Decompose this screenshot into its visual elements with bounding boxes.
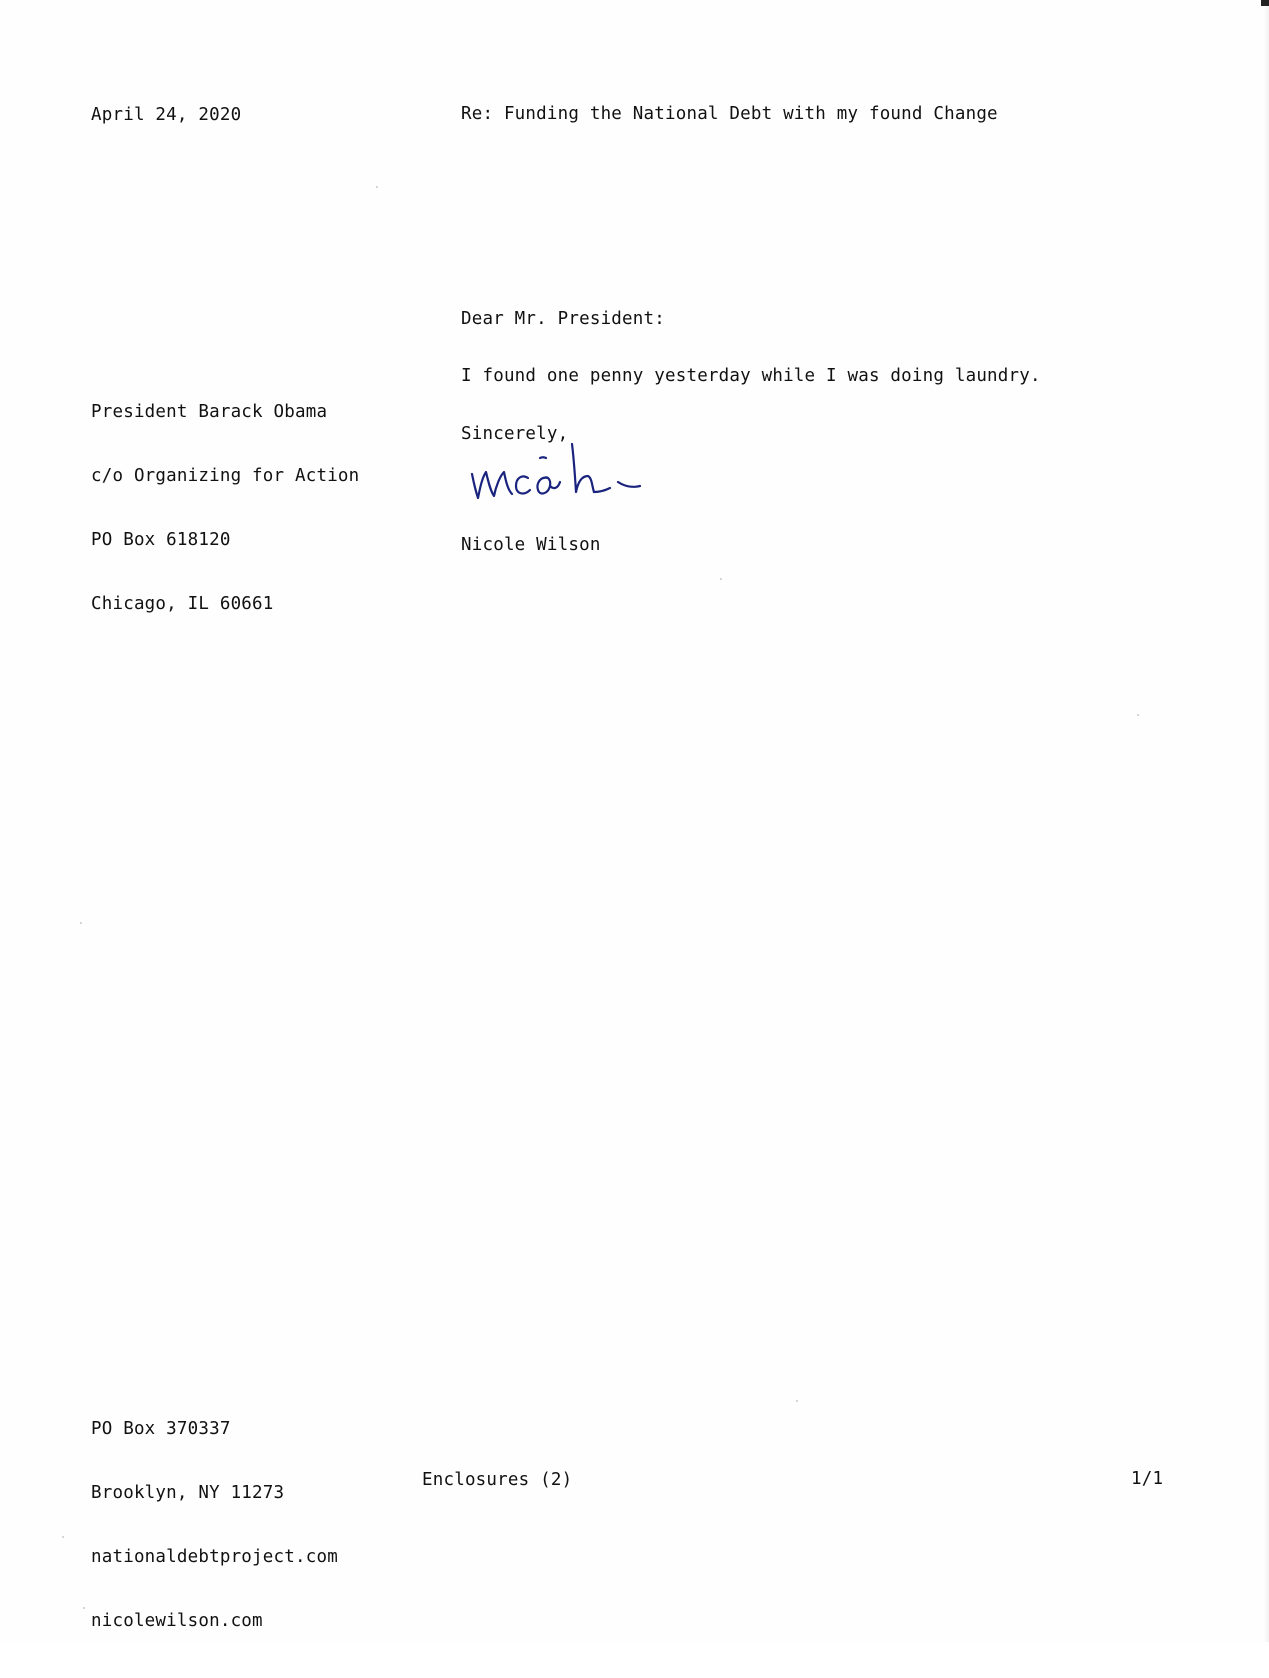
sender-line: Brooklyn, NY 11273 (91, 1483, 285, 1503)
recipient-line: Chicago, IL 60661 (91, 594, 274, 614)
letter-date: April 24, 2020 (91, 105, 242, 125)
salutation: Dear Mr. President: (461, 309, 665, 329)
recipient-line: President Barack Obama (91, 402, 328, 422)
recipient-line: PO Box 618120 (91, 530, 231, 550)
scan-speck (720, 578, 722, 580)
scan-corner-mark (1261, 0, 1269, 6)
scan-speck (80, 922, 82, 924)
enclosures-note: Enclosures (2) (422, 1470, 573, 1490)
signer-name: Nicole Wilson (461, 535, 601, 555)
handwritten-signature (468, 436, 708, 516)
letter-subject: Re: Funding the National Debt with my found Change (461, 104, 998, 124)
scan-speck (62, 1536, 64, 1538)
sender-line: PO Box 370337 (91, 1419, 231, 1439)
page-edge-shadow (1263, 0, 1269, 1642)
closing: Sincerely, (461, 424, 569, 444)
sender-line: nationaldebtproject.com (91, 1547, 338, 1567)
page-number: 1/1 (1131, 1469, 1164, 1489)
scan-speck (796, 1400, 798, 1402)
sender-address (91, 1386, 338, 1677)
sender-line: nicolewilson.com (91, 1611, 263, 1631)
recipient-address (91, 369, 359, 660)
recipient-line: c/o Organizing for Action (91, 466, 360, 486)
letter-body: I found one penny yesterday while I was doing laundry. (461, 366, 1041, 386)
scan-speck (83, 1607, 85, 1609)
scan-speck (1137, 714, 1139, 716)
scan-speck (376, 186, 378, 188)
